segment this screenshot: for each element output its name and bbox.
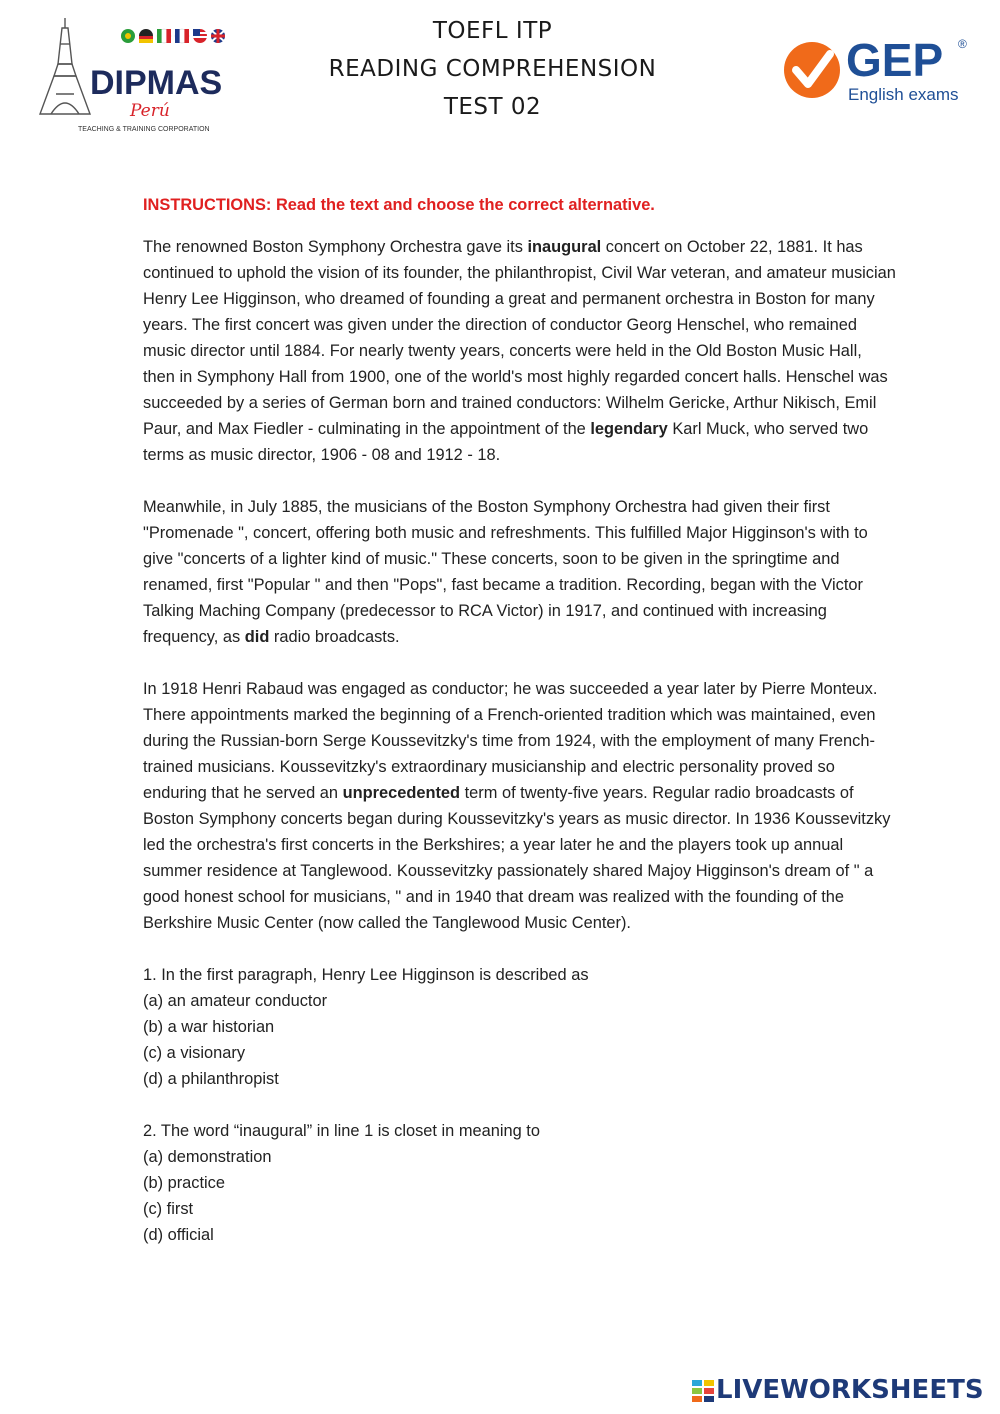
question-2-option-c[interactable]: (c) first: [143, 1200, 194, 1218]
dipmas-logo: [38, 14, 253, 138]
paragraph-1-text-a: The renowned Boston Symphony Orchestra gave its: [143, 238, 528, 256]
question-2-option-b[interactable]: (b) practice: [143, 1174, 225, 1192]
paragraph-3-text-b: term of twenty-five years. Regular radio broadcasts of Boston Symphony concerts began during Koussevitzky's years as music director. In 1936 Koussevitzky led the orchestra's first concerts in the Berkshires; a year later he and the players took up annual summer residence at Tanglewood. Koussevitzky passionately shared Majoy Higginson's dream of " a good honest school for musicians, " and in 1940 that dream was realized with the founding of the Berkshire Music Center (now called the Tanglewood Music Center).: [143, 784, 891, 932]
question-1-prompt: 1. In the first paragraph, Henry Lee Higginson is described as: [143, 966, 589, 984]
title-line-2: READING COMPREHENSION: [328, 56, 657, 82]
question-2: [143, 1118, 898, 1248]
keyword-unprecedented: unprecedented: [342, 784, 461, 802]
document-title: [300, 12, 685, 126]
liveworksheets-icon: [690, 1374, 716, 1408]
paragraph-3-text-a: In 1918 Henri Rabaud was engaged as conductor; he was succeeded a year later by Pierre Monteux. There appointments marked the beginning of a French-oriented tradition which was maintained, even during the Russian-born Serge Koussevitzky's time from 1924, with the employment of many French-trained musicians. Koussevitzky's extraordinary musicianship and electric personality proved so enduring that he served an: [143, 680, 878, 802]
question-2-option-a[interactable]: (a) demonstration: [143, 1148, 272, 1166]
question-1-option-b[interactable]: (b) a war historian: [143, 1018, 275, 1036]
question-1-option-d[interactable]: (d) a philanthropist: [143, 1070, 279, 1088]
dipmas-brand: DIPMAS: [90, 64, 223, 102]
gep-registered-mark: ®: [958, 37, 967, 51]
dipmas-subbrand: Perú: [130, 101, 170, 121]
checkmark-icon: [784, 42, 840, 98]
gep-subtitle: English exams: [848, 85, 959, 104]
paragraph-1: [143, 234, 898, 468]
paragraph-1-text-b: concert on October 22, 1881. It has continued to uphold the vision of its founder, the philanthropist, Civil War veteran, and amateur musician Henry Lee Higginson, who dreamed of founding a great and permanent orchestra in Boston for many years. The first concert was given under the direction of conductor Georg Henschel, who remained music director until 1884. For nearly twenty years, concerts were held in the Old Boston Music Hall, then in Symphony Hall from 1900, one of the world's most highly regarded concert halls. Henschel was succeeded by a series of German born and trained conductors: Wilhelm Gericke, Arthur Nikisch, Emil Paur, and Max Fiedler - culminating in the appointment of the: [143, 238, 896, 438]
language-flags: [121, 29, 225, 43]
eiffel-tower-icon: [40, 18, 90, 114]
liveworksheets-brand[interactable]: LIVEWORKSHEETS: [716, 1375, 984, 1405]
paragraph-1-text-c: Karl Muck, who served two terms as music director, 1906 - 08 and 1912 - 18.: [143, 420, 869, 464]
question-2-option-d[interactable]: (d) official: [143, 1226, 214, 1244]
paragraph-2-text-b: radio broadcasts.: [269, 628, 400, 646]
gep-logo: [778, 30, 978, 110]
keyword-inaugural: inaugural: [527, 238, 602, 256]
reading-content: [143, 192, 898, 1274]
question-1-option-a[interactable]: (a) an amateur conductor: [143, 992, 328, 1010]
paragraph-2-text-a: Meanwhile, in July 1885, the musicians of the Boston Symphony Orchestra had given their first "Promenade ", concert, offering both music and refreshments. This fulfilled Major Higginson's with to give "concerts of a lighter kind of music." These concerts, soon to be given in the springtime and renamed, first "Popular " and then "Pops", fast became a tradition. Recording, began with the Victor Talking Maching Company (predecessor to RCA Victor) in 1917, and continued with increasing frequency, as: [143, 498, 868, 646]
question-1-option-c[interactable]: (c) a visionary: [143, 1044, 246, 1062]
title-line-3: TEST 02: [443, 94, 542, 120]
paragraph-2: [143, 494, 898, 650]
paragraph-3: [143, 676, 898, 936]
dipmas-tagline: TEACHING & TRAINING CORPORATION: [78, 126, 210, 133]
keyword-legendary: legendary: [590, 420, 668, 438]
question-2-prompt: 2. The word “inaugural” in line 1 is closet in meaning to: [143, 1122, 540, 1140]
instructions: INSTRUCTIONS: Read the text and choose the correct alternative.: [143, 196, 655, 214]
question-1: [143, 962, 898, 1092]
title-line-1: TOEFL ITP: [432, 18, 553, 44]
keyword-did: did: [244, 628, 270, 646]
gep-brand: GEP: [846, 34, 944, 86]
